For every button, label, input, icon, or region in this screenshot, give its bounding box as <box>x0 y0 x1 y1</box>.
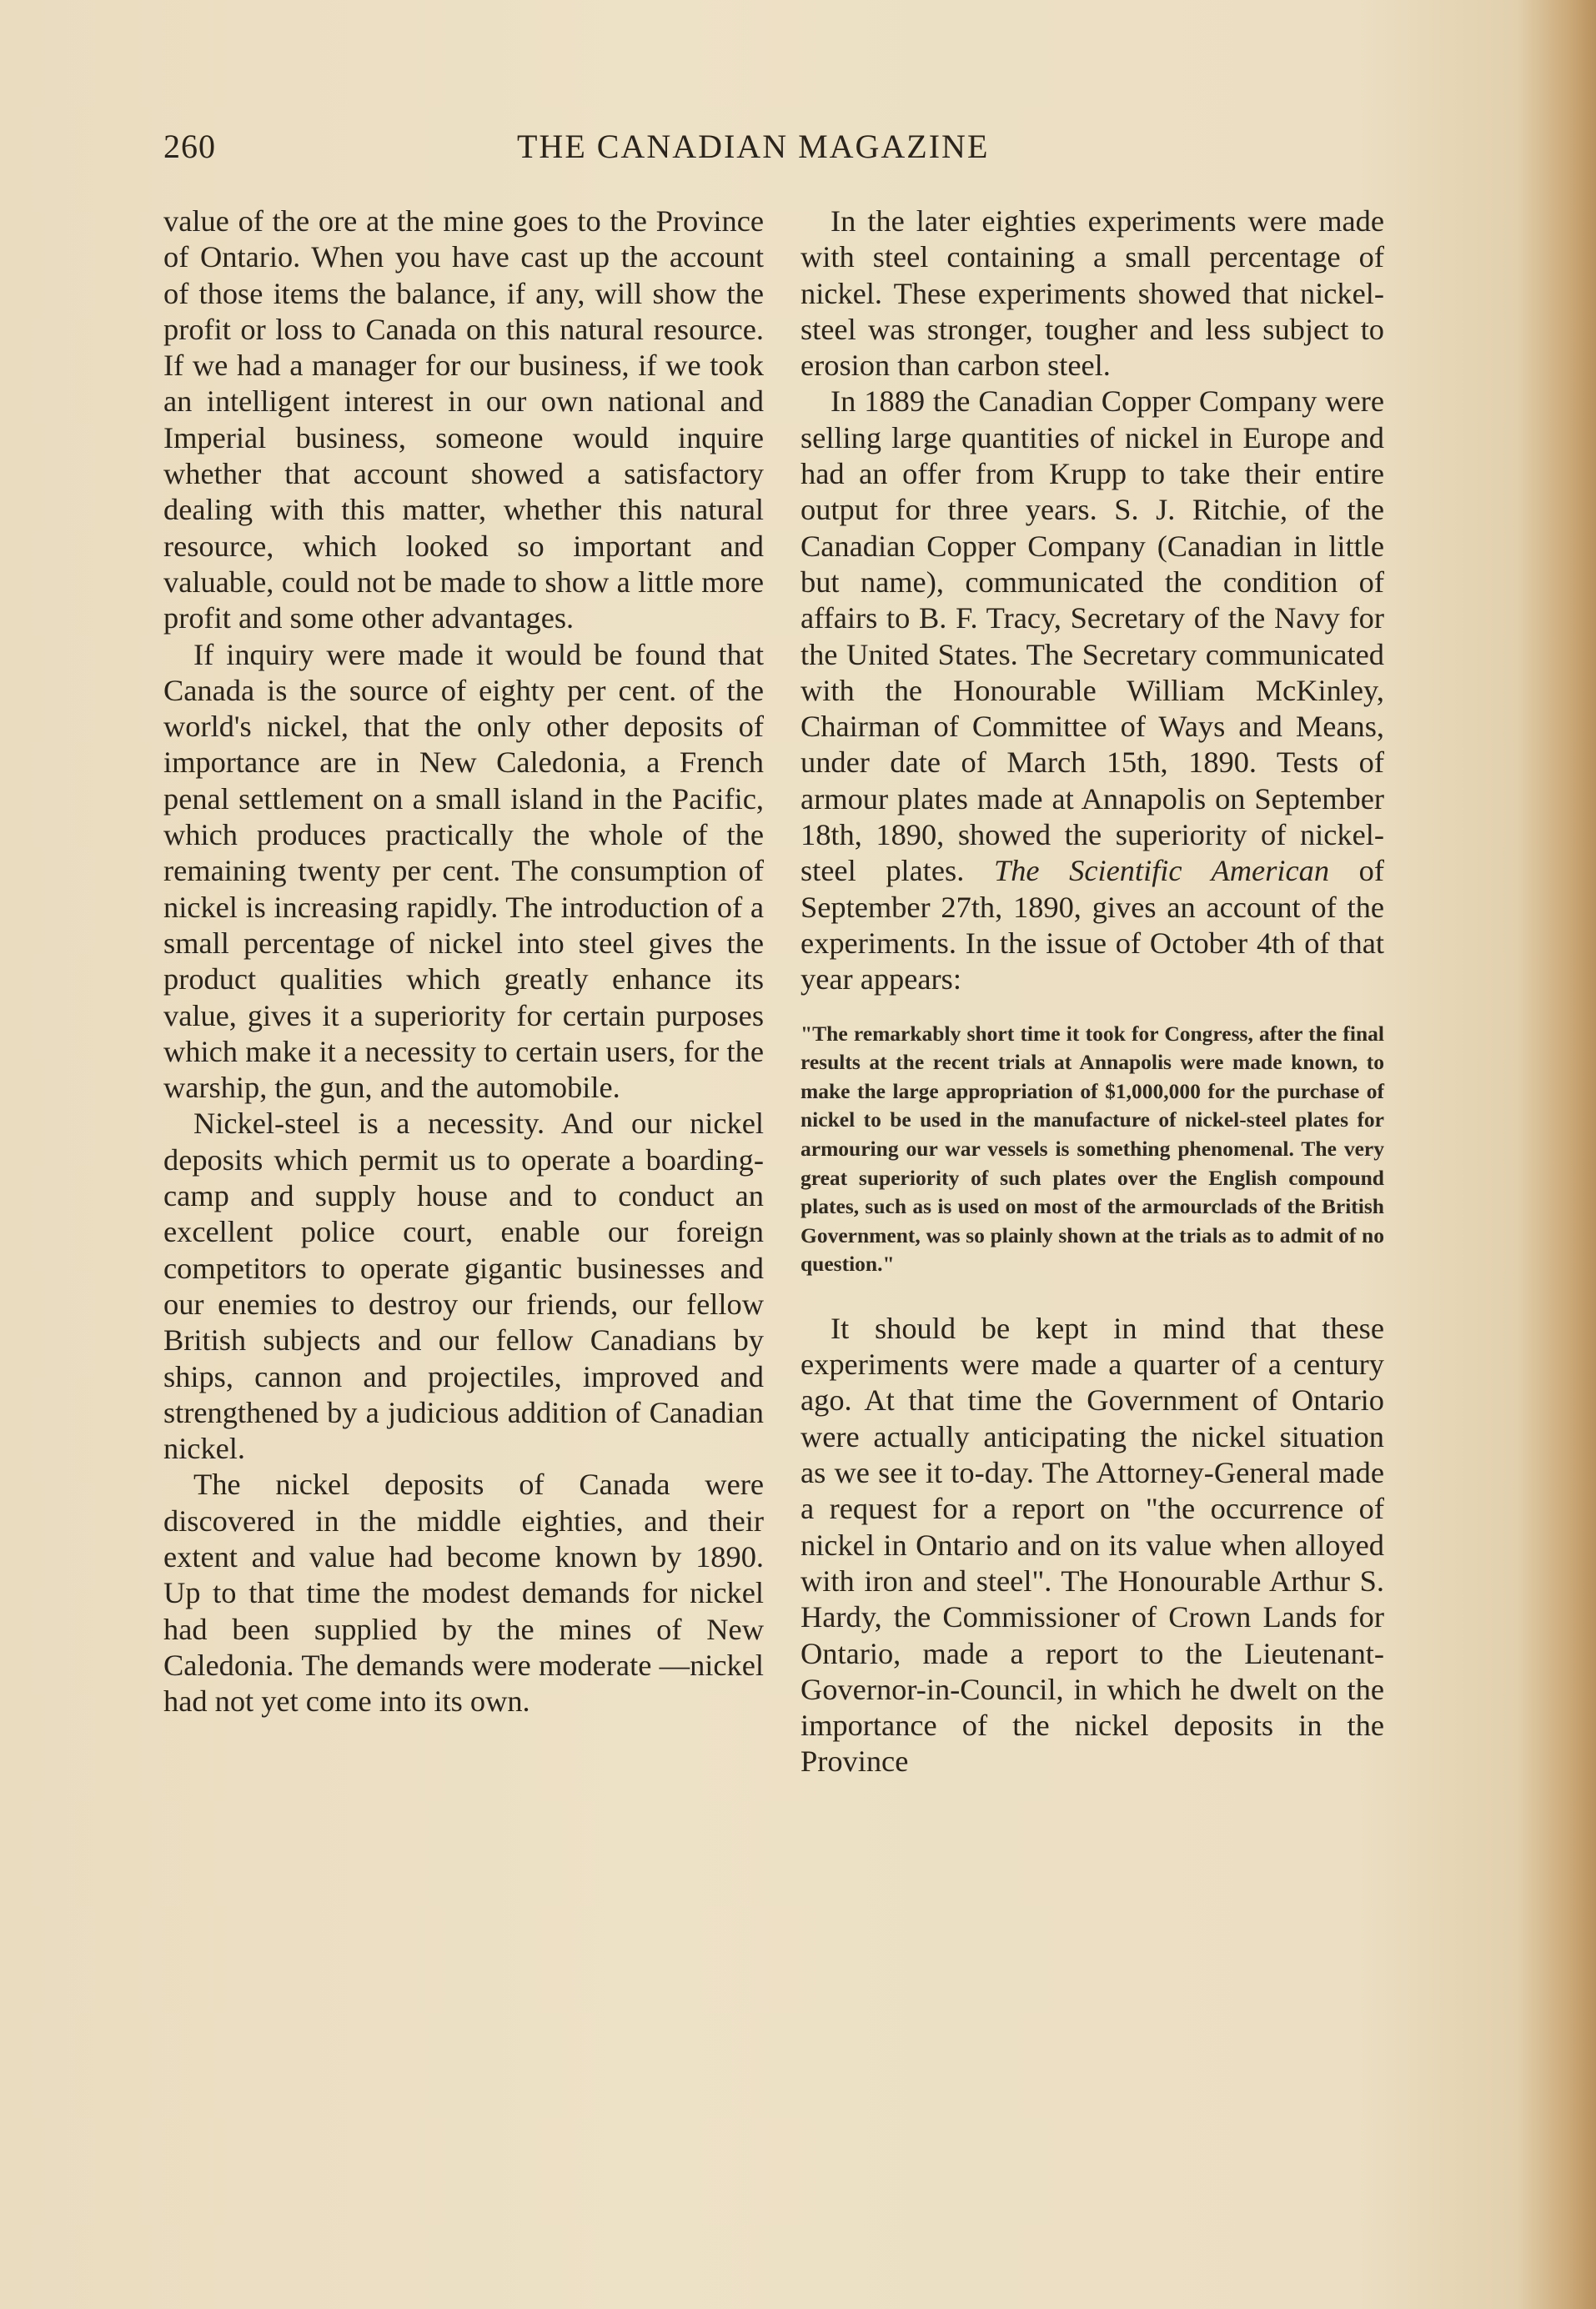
right-paragraph-2-text-a: In 1889 the Canadian Copper Company were selling large quantities of nickel in Europe and had an offer from Krupp to take their entire output for three years. S. J. Ritchie, of the Canadian Copper Company (Canadian in little but name), communicated the condition of affairs to B. F. Tracy, Secretary of the Navy for the United States. The Secretary communicated with the Honourable William McKinley, Chairman of Committee of Ways and Means, under date of March 15th, 1890. Tests of armour plates made at Annapolis on September 18th, 1890, showed the superiority of nickel-steel plates. <box>801 384 1384 888</box>
left-paragraph-3: Nickel-steel is a necessity. And our nickel deposits which permit us to operate a boarding-camp and supply house and to conduct an excellent police court, enable our foreign competitors to operate gigantic businesses and our enemies to destroy our friends, our fellow British subjects and our fellow Canadians by ships, cannon and projectiles, improved and strengthened by a judicious addition of Canadian nickel. <box>163 1107 764 1466</box>
page-number: 260 <box>163 128 216 165</box>
right-paragraph-2-text-b: of September 27th, 1890, gives an account of the experiments. In the issue of October 4th of that year appears: <box>801 854 1384 996</box>
right-paragraph-2 <box>801 384 1384 997</box>
publication-title: The Scientific American <box>993 854 1330 888</box>
page-header <box>163 127 1406 173</box>
right-paragraph-1: In the later eighties experiments were made with steel containing a small percentage of nickel. These experiments showed that nickel-steel was stronger, tougher and less subject to erosion than carbon steel. <box>801 204 1384 383</box>
running-title: THE CANADIAN MAGAZINE <box>517 128 990 165</box>
block-quote: "The remarkably short time it took for Congress, after the final results at the recent trials at Annapolis were made known, to make the large appropriation of $1,000,000 for the purchase of nickel to be used in the manufacture of nickel-steel plates for armouring our war vessels is something phenomenal. The very great superiority of such plates over the English compound plates, such as is used on most of the armourclads of the British Government, was so plainly shown at the trials as to admit of no question." <box>801 1021 1384 1277</box>
left-paragraph-2: If inquiry were made it would be found that Canada is the source of eighty per cent. of the world's nickel, that the only other deposits of importance are in New Caledonia, a French penal settlement on a small island in the Pacific, which produces practically the whole of the remaining twenty per cent. The consumption of nickel is increasing rapidly. The introduction of a small percentage of nickel into steel gives the product qualities which greatly enhance its value, gives it a superiority for certain purposes which make it a necessity to certain users, for the warship, the gun, and the automobile. <box>163 637 764 1105</box>
right-column <box>801 203 1384 1780</box>
left-column <box>163 203 764 1719</box>
left-paragraph-1: value of the ore at the mine goes to the Province of Ontario. When you have cast up the account of those items the balance, if any, will show the profit or loss to Canada on this natural resource. If we had a manager for our business, if we took an intelligent interest in our own national and Imperial business, someone would inquire whether that account showed a satisfactory dealing with this matter, whether this natural resource, which looked so important and valuable, could not be made to show a little more profit and some other advantages. <box>163 204 764 635</box>
left-paragraph-4: The nickel deposits of Canada were discovered in the middle eighties, and their extent and value had become known by 1890. Up to that time the modest demands for nickel had been supplied by the mines of New Caledonia. The demands were moderate —nickel had not yet come into its own. <box>163 1468 764 1719</box>
right-paragraph-3: It should be kept in mind that these experiments were made a quarter of a century ago. At that time the Government of Ontario were actually anticipating the nickel situation as we see it to-day. The Attorney-General made a request for a report on "the occurrence of nickel in Ontario and on its value when alloyed with iron and steel". The Honourable Arthur S. Hardy, the Commissioner of Crown Lands for Ontario, made a report to the Lieutenant-Governor-in-Council, in which he dwelt on the importance of the nickel deposits in the Province <box>801 1311 1384 1779</box>
